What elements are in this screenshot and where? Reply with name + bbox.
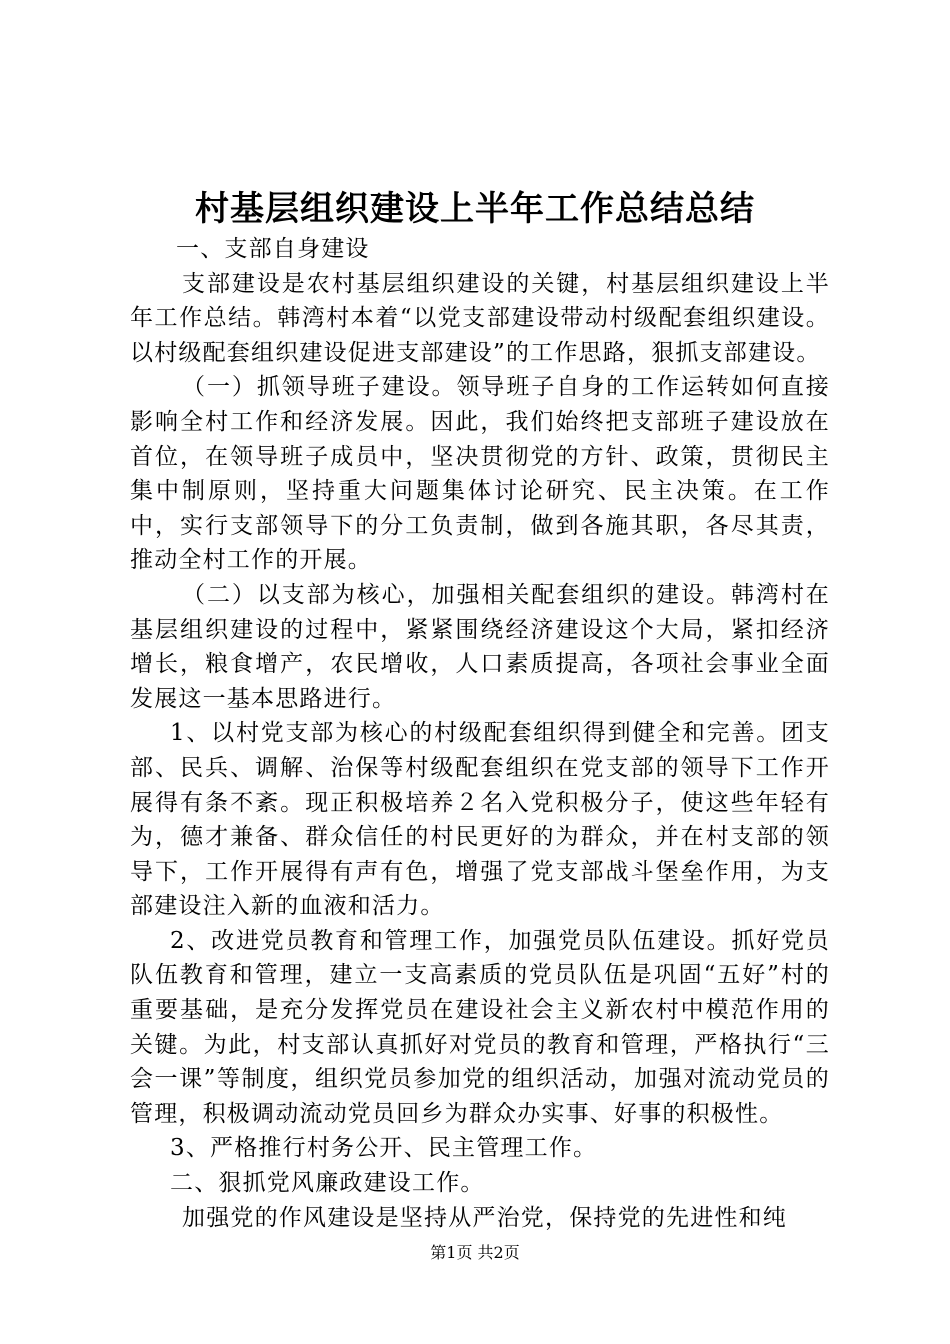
paragraph: （一）抓领导班子建设。领导班子自身的工作运转如何直接影响全村工作和经济发展。因此，我们始终把支部班子建设放在首位，在领导班子成员中，坚决贯彻党的方针、政策，贯彻民主集中制原则，坚持重大问题集体讨论研究、民主决策。在工作中，实行支部领导下的分工负责制，做到各施其职，各尽其责，推动全村工作的开展。 — [130, 374, 830, 574]
paragraph: 1、以村党支部为核心的村级配套组织得到健全和完善。团支部、民兵、调解、治保等村级配套组织在党支部的领导下工作开展得有条不紊。现正积极培养２名入党积极分子，使这些年轻有为，德才兼备、群众信任的村民更好的为群众，并在村支部的领导下，工作开展得有声有色，增强了党支部战斗堡垒作用，为支部建设注入新的血液和活力。 — [130, 720, 830, 920]
section-heading-1: 一、支部自身建设 — [176, 236, 370, 262]
paragraph: 2、改进党员教育和管理工作，加强党员队伍建设。抓好党员队伍教育和管理，建立一支高素质的党员队伍是巩固“五好”村的重要基础，是充分发挥党员在建设社会主义新农村中模范作用的关键。为此，村支部认真抓好对党员的教育和管理，严格执行“三会一课”等制度，组织党员参加党的组织活动，加强对流动党员的管理，积极调动流动党员回乡为群众办实事、好事的积极性。 — [130, 927, 830, 1127]
paragraph: 加强党的作风建设是坚持从严治党，保持党的先进性和纯 — [182, 1204, 787, 1231]
document-body — [130, 232, 830, 1235]
section-heading-2: 二、狠抓党风廉政建设工作。 — [170, 1170, 485, 1197]
page-footer: 第1页 共2页 — [430, 1243, 520, 1262]
paragraph: 支部建设是农村基层组织建设的关键，村基层组织建设上半年工作总结。韩湾村本着“以党支部建设带动村级配套组织建设。以村级配套组织建设促进支部建设”的工作思路，狠抓支部建设。 — [130, 270, 830, 366]
paragraph: （二）以支部为核心，加强相关配套组织的建设。韩湾村在基层组织建设的过程中，紧紧围绕经济建设这个大局，紧扣经济增长，粮食增产，农民增收，人口素质提高，各项社会事业全面发展这一基本思路进行。 — [130, 581, 830, 712]
document-title: 村基层组织建设上半年工作总结总结 — [195, 189, 755, 229]
paragraph: 3、严格推行村务公开、民主管理工作。 — [170, 1135, 598, 1162]
